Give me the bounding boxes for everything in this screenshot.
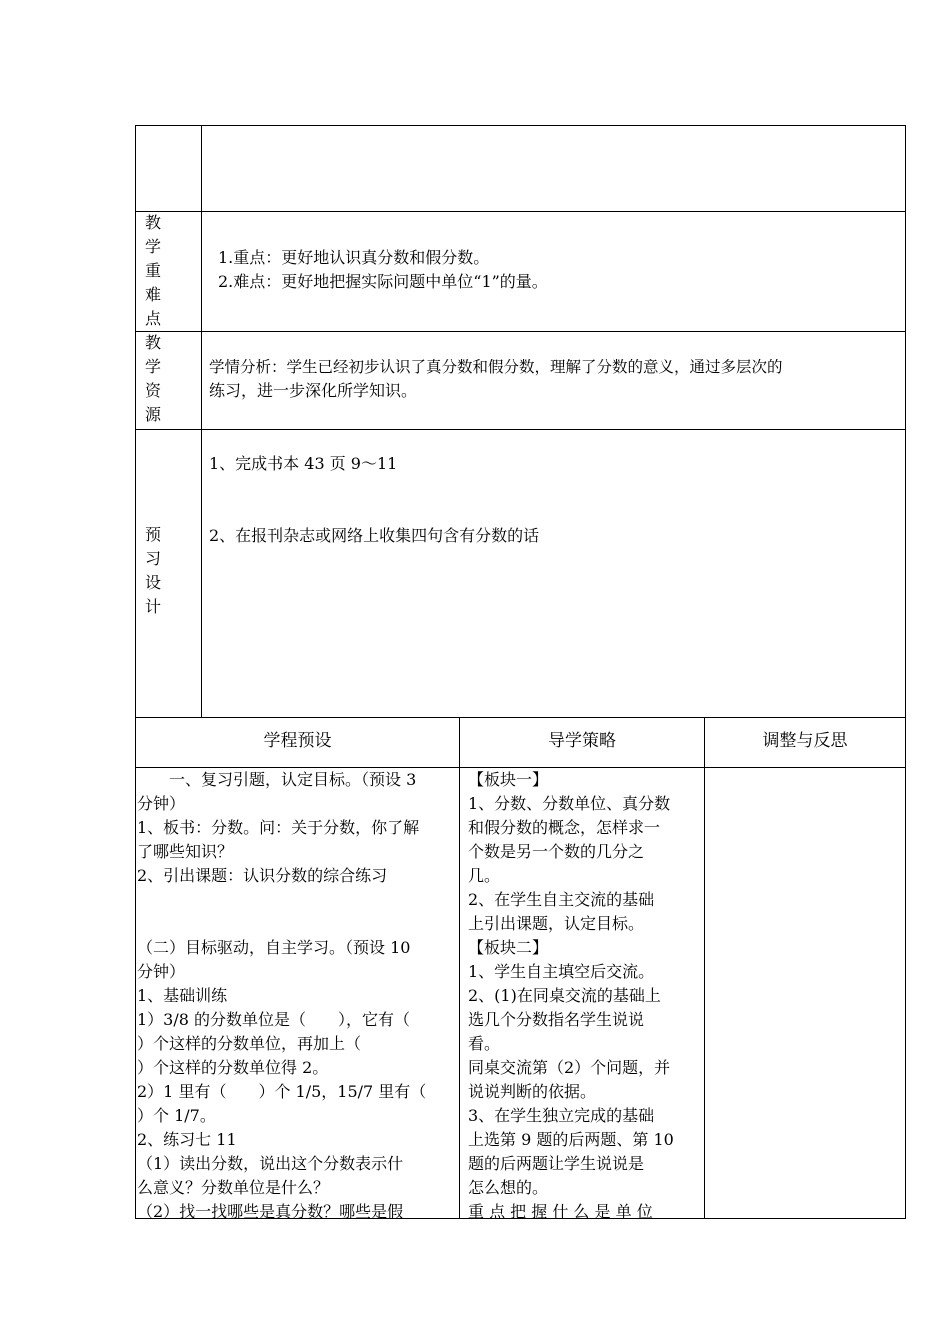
label-column-divider <box>201 125 202 718</box>
process-line: 分钟） <box>137 962 186 981</box>
column-divider <box>459 717 460 1219</box>
resources-line: 学情分析：学生已经初步认识了真分数和假分数，理解了分数的意义，通过多层次的 <box>209 358 783 376</box>
strategy-line: 2、(1)在同桌交流的基础上 <box>468 986 661 1005</box>
key-point-line: 1.重点：更好地认识真分数和假分数。 <box>218 248 490 267</box>
column-header-strategy: 导学策略 <box>548 731 616 751</box>
row-label-resources: 教 学 资 源 <box>145 333 162 424</box>
row-divider <box>135 211 906 212</box>
process-line: 分钟） <box>137 794 186 813</box>
column-header-process: 学程预设 <box>263 731 332 751</box>
strategy-line: 同桌交流第（2）个问题，并 <box>468 1058 671 1077</box>
strategy-line: 【板块一】 <box>468 770 549 789</box>
strategy-line: 3、在学生独立完成的基础 <box>468 1106 655 1125</box>
row-label-preview: 预 习 设 计 <box>145 525 162 616</box>
strategy-line: 几。 <box>468 866 501 885</box>
process-line: 么意义？分数单位是什么？ <box>137 1178 330 1197</box>
strategy-line: 和假分数的概念，怎样求一 <box>468 818 661 837</box>
process-line: ）个这样的分数单位，再加上（ <box>137 1034 362 1053</box>
row-divider <box>135 429 906 430</box>
strategy-line: 选几个分数指名学生说说 <box>468 1010 645 1029</box>
strategy-line: 题的后两题让学生说说是 <box>468 1154 645 1173</box>
resources-line: 练习，进一步深化所学知识。 <box>209 381 418 400</box>
strategy-line: 2、在学生自主交流的基础 <box>468 890 655 909</box>
strategy-line: 上选第 9 题的后两题、第 10 <box>468 1130 674 1149</box>
column-header-reflection: 调整与反思 <box>762 731 848 751</box>
process-line: 2）1 里有（ ）个 1/5，15/7 里有（ <box>137 1082 427 1101</box>
process-line: 了哪些知识？ <box>137 842 234 861</box>
process-column <box>137 768 457 1224</box>
process-line: （二）目标驱动，自主学习。（预设 10 <box>137 938 411 957</box>
strategy-line: 【板块二】 <box>468 938 549 957</box>
process-line <box>137 888 457 912</box>
process-line: 1、板书：分数。问：关于分数，你了解 <box>137 818 420 837</box>
process-line: 2、引出课题：认识分数的综合练习 <box>137 866 388 885</box>
preview-item: 1、完成书本 43 页 9～11 <box>209 454 398 473</box>
process-line <box>137 912 457 936</box>
strategy-column <box>468 768 702 1224</box>
process-line: 一、复习引题，认定目标。（预设 3 <box>137 770 417 789</box>
process-line: 1、基础训练 <box>137 986 228 1005</box>
process-line: （2）找一找哪些是真分数？哪些是假 <box>137 1202 404 1221</box>
strategy-line: 重 点 把 握 什 么 是 单 位 <box>468 1202 653 1221</box>
strategy-line: 1、分数、分数单位、真分数 <box>468 794 671 813</box>
strategy-line: 上引出课题，认定目标。 <box>468 914 645 933</box>
column-divider <box>704 717 705 1219</box>
process-line: 2、练习七 11 <box>137 1130 237 1149</box>
strategy-line: 说说判断的依据。 <box>468 1082 597 1101</box>
strategy-line: 个数是另一个数的几分之 <box>468 842 645 861</box>
process-line: （1）读出分数，说出这个分数表示什 <box>137 1154 404 1173</box>
strategy-line: 怎么想的。 <box>468 1178 549 1197</box>
row-label-key-points: 教 学 重 难 点 <box>145 213 162 328</box>
strategy-line: 看。 <box>468 1034 501 1053</box>
row-divider <box>135 331 906 332</box>
process-line: 1）3/8 的分数单位是（ ），它有（ <box>137 1010 411 1029</box>
process-line: ）个 1/7。 <box>137 1106 216 1125</box>
process-line: ）个这样的分数单位得 2。 <box>137 1058 329 1077</box>
strategy-line: 1、学生自主填空后交流。 <box>468 962 655 981</box>
key-point-line: 2.难点：更好地把握实际问题中单位“1”的量。 <box>218 272 548 291</box>
preview-item: 2、在报刊杂志或网络上收集四句含有分数的话 <box>209 526 540 545</box>
reflection-column <box>706 768 904 1218</box>
row-divider <box>135 717 906 718</box>
